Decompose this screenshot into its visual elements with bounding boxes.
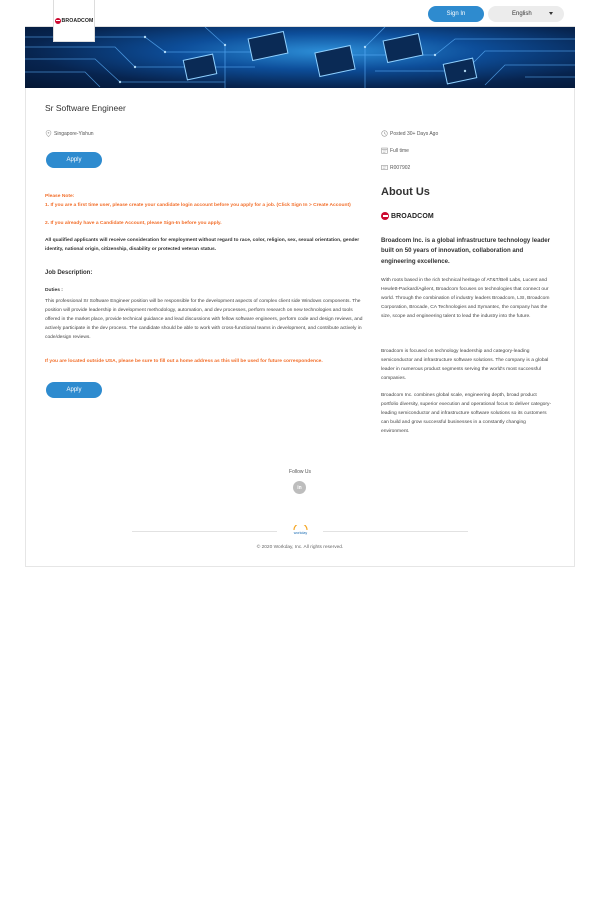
posted-text: Posted 30+ Days Ago xyxy=(390,130,439,137)
job-title: Sr Software Engineer xyxy=(45,103,126,113)
copyright-text: © 2020 Workday, Inc. All rights reserved. xyxy=(256,545,344,550)
apply-button-bottom[interactable]: Apply xyxy=(46,382,102,398)
logo-text: BROADCOM xyxy=(61,17,94,24)
note-existing-account: 2. If you already have a Candidate Account, please Sign-In before you apply. xyxy=(45,221,222,226)
calendar-icon xyxy=(381,147,388,154)
apply-button-top[interactable]: Apply xyxy=(46,152,102,168)
workday-logo-text: workday xyxy=(293,531,308,535)
about-lead-text: Broadcom Inc. is a global infrastructure technology leader built on 50 years of innovation, collaboration and engineering excellence. xyxy=(381,237,550,265)
requisition-id xyxy=(381,164,410,171)
posted-date xyxy=(381,130,438,137)
language-label: English xyxy=(512,11,532,17)
about-paragraph-1: With roots based in the rich technical heritage of AT&T/Bell Labs, Lucent and Hewlett-Packard/Agilent, Broadcom focuses on technologies that connect our world. Through the combination of industry leaders Broadcom, LSI, Broadcom Corporation, Brocade, CA Technologies and Symantec, the company has the size, scope and engineering talent to lead the industry into the future. xyxy=(381,278,550,319)
about-company-logo xyxy=(381,212,434,220)
duties-text: This professional Sr Software Engineer position will be responsible for the development aspects of complex client side Windows components. The position will provide leadership in development methodology, automation, and dev processes, perform research on new technologies and tools offered in the market place, provide technical guidance and lead discussions with fellow software engineers, perform code and design reviews, and actively participate in the dev process. The candidate should be able to work with cross-functional teams in development, and contribute actively in code/design reviews. xyxy=(45,299,363,340)
circuit-board-graphic xyxy=(25,27,575,88)
job-location xyxy=(45,130,94,137)
about-us-heading: About Us xyxy=(381,186,430,198)
outside-usa-note: If you are located outside USA, please be sure to fill out a home address as this will be used for future correspondence. xyxy=(45,359,323,364)
broadcom-logo-icon xyxy=(55,18,61,24)
chevron-down-icon xyxy=(549,12,553,15)
clock-icon xyxy=(381,130,388,137)
about-logo-text: BROADCOM xyxy=(391,212,434,220)
location-pin-icon xyxy=(45,130,52,137)
footer-divider-right xyxy=(323,531,468,532)
duties-heading: Duties : xyxy=(45,288,63,293)
sign-in-button[interactable]: Sign In xyxy=(428,6,484,22)
job-description-heading: Job Description: xyxy=(45,270,93,276)
about-paragraph-2: Broadcom is focused on technology leadership and category-leading semiconductor and infrastructure software solutions. The company is a global leader in numerous product segments serving the world's most successful companies. xyxy=(381,349,549,381)
id-tag-icon xyxy=(381,164,388,171)
about-paragraph-3: Broadcom Inc. combines global scale, engineering depth, broad product portfolio diversity, superior execution and operational focus to deliver category-leading semiconductor and infrastructure software solutions so its customers can build and grow successful businesses in a constantly changing environment. xyxy=(381,393,552,434)
follow-us-label: Follow Us xyxy=(289,469,311,475)
job-type-text: Full time xyxy=(390,147,409,154)
requisition-id-text: R007902 xyxy=(390,164,411,171)
note-first-time-user: 1. If you are a first time user, please create your candidate login account before you apply for a job. (Click Sign In > Create Account) xyxy=(45,203,351,208)
linkedin-icon[interactable]: in xyxy=(293,481,306,494)
please-note-heading: Please Note: xyxy=(45,194,75,199)
language-selector[interactable] xyxy=(488,6,564,22)
location-text: Singapore-Yishun xyxy=(54,130,94,137)
broadcom-logo-icon xyxy=(381,212,389,220)
footer-divider-left xyxy=(132,531,277,532)
eeo-statement: All qualified applicants will receive consideration for employment without regard to race, color, religion, sex, sexual orientation, gender identity, national origin, citizenship, disability or protected veteran status. xyxy=(45,238,360,252)
hero-banner-image xyxy=(25,27,575,88)
workday-logo[interactable] xyxy=(290,525,311,535)
job-type xyxy=(381,147,409,154)
company-logo[interactable] xyxy=(53,0,95,42)
